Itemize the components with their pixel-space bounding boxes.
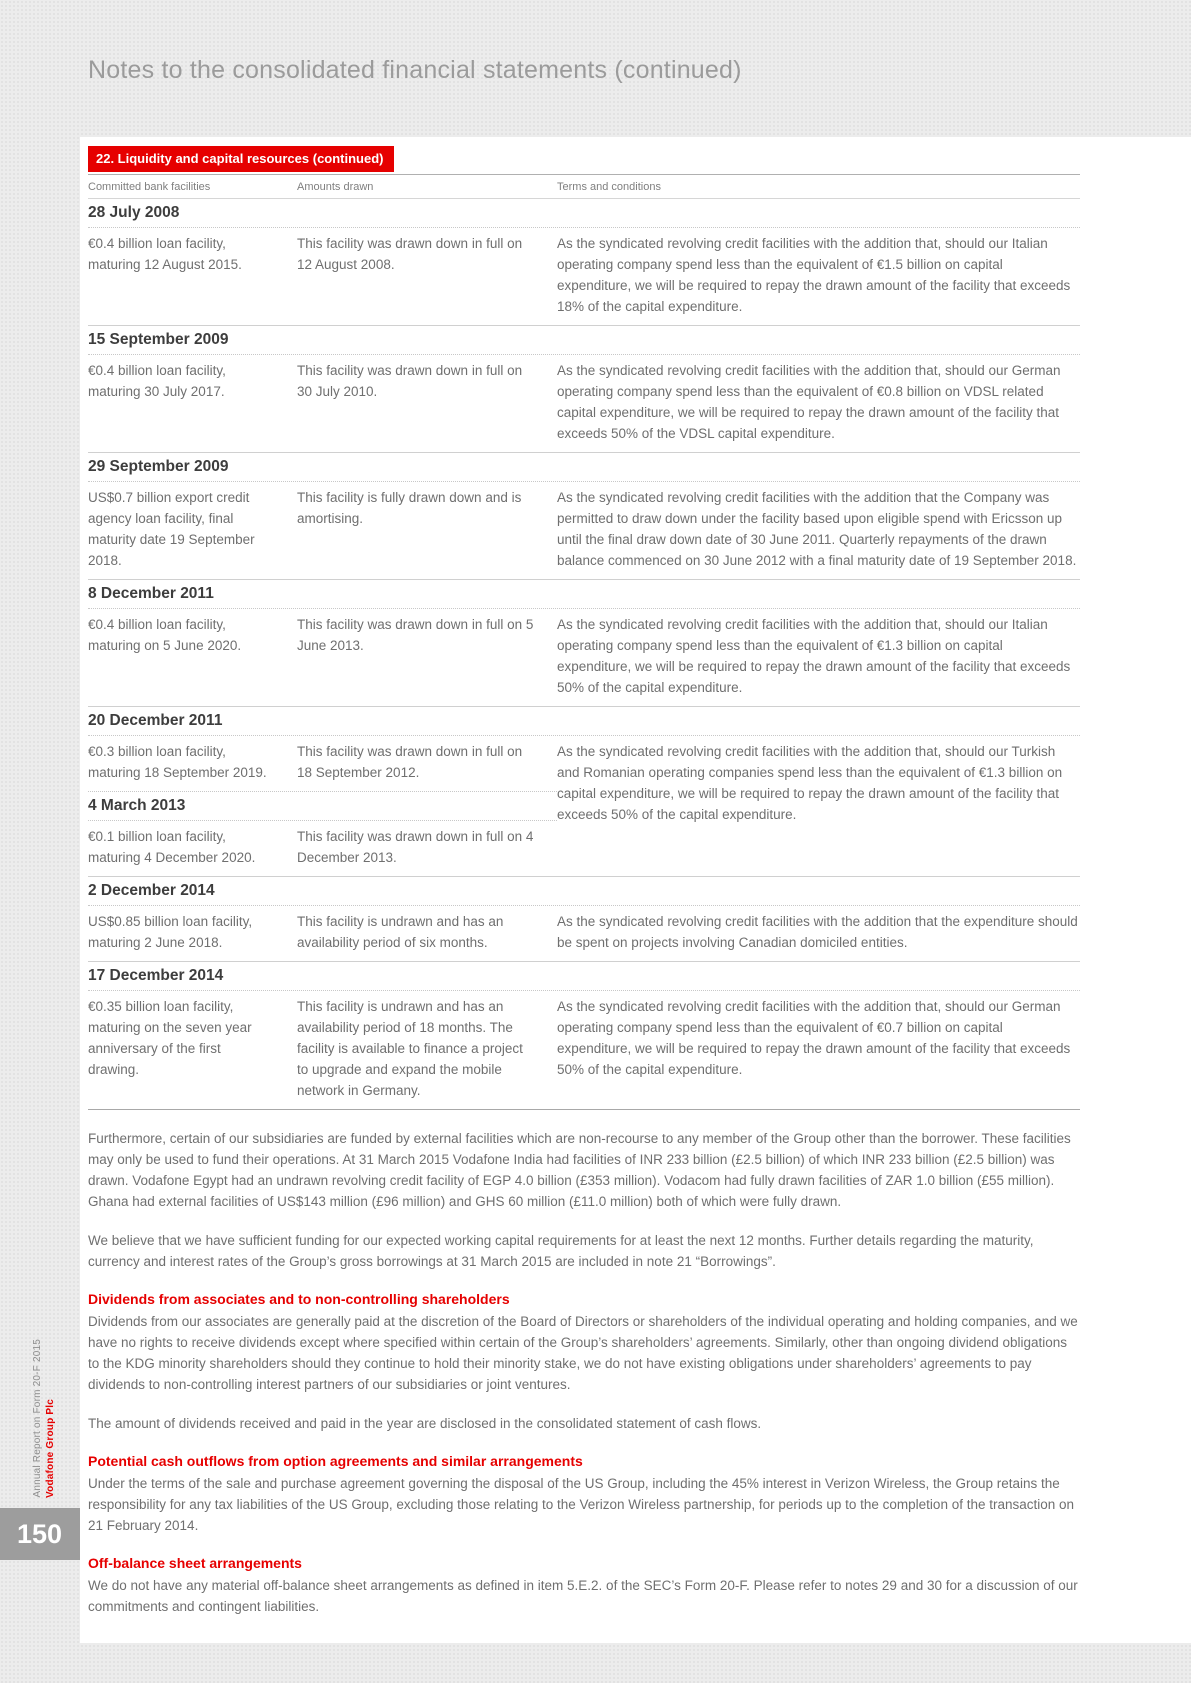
sidebar-vertical-text: [32, 1339, 56, 1498]
cell-facility: €0.4 billion loan facility, maturing 30 July 2017.: [88, 363, 226, 399]
table-group-15-september-2009: [88, 326, 1080, 453]
table-row: [88, 821, 557, 876]
group-date: 15 September 2009: [88, 326, 1080, 355]
cell-facility: €0.3 billion loan facility, maturing 18 September 2019.: [88, 744, 267, 780]
table-row: [88, 609, 1080, 706]
table-row: [88, 906, 1080, 961]
cell-facility: €0.4 billion loan facility, maturing 12 August 2015.: [88, 236, 242, 272]
cell-terms: As the syndicated revolving credit facilities with the addition that, should our German operating company spend less than the equivalent of €0.8 billion on VDSL related capital expenditure, we will be required to repay the drawn amount of the facility that exceeds 50% of the VDSL capital expenditure.: [557, 363, 1061, 441]
table-group-28-july-2008: [88, 199, 1080, 326]
cell-drawn: This facility was drawn down in full on 12 August 2008.: [297, 236, 523, 272]
table-row: [88, 736, 557, 791]
paragraph-dividends: Dividends from our associates are generally paid at the discretion of the Board of Directors or shareholders of the individual operating and holding companies, and we have no rights to receive dividends except where specified within certain of the Group’s shareholders’ agreements. Similarly, other than ongoing dividend obligations to the KDG minority shareholders should they continue to hold their minority stake, we do not have existing obligations under shareholders’ agreements to pay dividends to non-controlling interest partners of our subsidiaries or joint ventures.: [88, 1314, 1078, 1392]
page-number: 150: [17, 1518, 63, 1549]
group-date: 17 December 2014: [88, 962, 1080, 991]
cell-drawn: This facility was drawn down in full on 5 June 2013.: [297, 617, 534, 653]
section-badge: 22. Liquidity and capital resources (continued): [88, 146, 394, 172]
cell-drawn: This facility is fully drawn down and is amortising.: [297, 490, 522, 526]
cell-drawn: This facility was drawn down in full on 4 December 2013.: [297, 829, 534, 865]
group-date: 29 September 2009: [88, 453, 1080, 482]
heading-potential-cash-outflows: Potential cash outflows from option agreements and similar arrangements: [88, 1453, 583, 1469]
cell-facility: €0.4 billion loan facility, maturing on 5 June 2020.: [88, 617, 242, 653]
content-panel: [80, 137, 1191, 1643]
title-band: [0, 0, 1191, 137]
cell-terms: As the syndicated revolving credit facilities with the addition that, should our German operating company spend less than the equivalent of €0.7 billion on capital expenditure, we will be required to repay the drawn amount of the facility that exceeds 50% of the capital expenditure.: [557, 999, 1071, 1077]
group-date: 4 March 2013: [88, 791, 557, 821]
table-row: [88, 482, 1080, 579]
group-date: 28 July 2008: [88, 199, 1080, 228]
cell-facility: US$0.7 billion export credit agency loan facility, final maturity date 19 September 2018.: [88, 490, 255, 568]
cell-drawn: This facility is undrawn and has an availability period of six months.: [297, 914, 504, 950]
cell-terms-shared: As the syndicated revolving credit facilities with the addition that, should our Turkish and Romanian operating companies spend less than the equivalent of €1.3 billion on capital expenditure, we will be required to repay the drawn amount of the facility that exceeds 50% of the capital expenditure.: [557, 744, 1063, 822]
paragraph-off-balance-sheet: We do not have any material off-balance sheet arrangements as defined in item 5.E.2. of the SEC’s Form 20-F. Please refer to notes 29 and 30 for a discussion of our commitments and contingent liabilities.: [88, 1578, 1078, 1614]
table-header-row: [88, 174, 1080, 199]
paragraph-dividends-cashflows: The amount of dividends received and paid in the year are disclosed in the consolidated statement of cash flows.: [88, 1416, 762, 1431]
cell-drawn: This facility was drawn down in full on 30 July 2010.: [297, 363, 523, 399]
combined-left-cells: [88, 736, 557, 876]
table-group-2-december-2014: [88, 877, 1080, 962]
heading-dividends: Dividends from associates and to non-controlling shareholders: [88, 1291, 510, 1307]
table-group-8-december-2011: [88, 580, 1080, 707]
combined-row: [88, 736, 1080, 876]
col-header-amounts-drawn: Amounts drawn: [297, 181, 374, 193]
group-date: 2 December 2014: [88, 877, 1080, 906]
table-row: [88, 228, 1080, 325]
cell-facility: €0.35 billion loan facility, maturing on the seven year anniversary of the first drawing.: [88, 999, 252, 1077]
facilities-table: [88, 174, 1080, 1110]
col-header-terms-conditions: Terms and conditions: [557, 181, 661, 193]
sidebar-report-title: Annual Report on Form 20-F 2015: [32, 1339, 43, 1498]
heading-off-balance-sheet: Off-balance sheet arrangements: [88, 1555, 302, 1571]
cell-terms: As the syndicated revolving credit facilities with the addition that, should our Italian operating company spend less than the equivalent of €1.5 billion on capital expenditure, we will be required to repay the drawn amount of the facility that exceeds 18% of the capital expenditure.: [557, 236, 1071, 314]
table-row: [88, 991, 1080, 1109]
body-copy: [88, 1128, 1080, 1617]
cell-facility: €0.1 billion loan facility, maturing 4 December 2020.: [88, 829, 256, 865]
cell-terms: As the syndicated revolving credit facilities with the addition that, should our Italian operating company spend less than the equivalent of €1.3 billion on capital expenditure, we will be required to repay the drawn amount of the facility that exceeds 50% of the capital expenditure.: [557, 617, 1071, 695]
paragraph-external-facilities: Furthermore, certain of our subsidiaries are funded by external facilities which are non-recourse to any member of the Group other than the borrower. These facilities may only be used to fund their operations. At 31 March 2015 Vodafone India had facilities of INR 233 billion (£2.5 billion) of which INR 233 billion (£2.5 billion) was drawn. Vodafone Egypt had an undrawn revolving credit facility of EGP 4.0 billion (£353 million). Vodacom had fully drawn facilities of ZAR 1.0 billion (£55 million). Ghana had external facilities of US$143 million (£96 million) and GHS 60 million (£11.0 million) both of which were fully drawn.: [88, 1131, 1071, 1209]
table-group-combined-dec2011-mar2013: [88, 707, 1080, 877]
cell-facility: US$0.85 billion loan facility, maturing 2 June 2018.: [88, 914, 253, 950]
paragraph-sufficient-funding: We believe that we have sufficient funding for our expected working capital requirements for at least the next 12 months. Further details regarding the maturity, currency and interest rates of the Group’s gross borrowings at 31 March 2015 are included in note 21 “Borrowings”.: [88, 1233, 1034, 1269]
page-number-box: [0, 1508, 80, 1560]
cell-drawn: This facility was drawn down in full on 18 September 2012.: [297, 744, 523, 780]
group-date: 8 December 2011: [88, 580, 1080, 609]
sidebar-brand: Vodafone Group Plc: [45, 1399, 56, 1498]
table-group-17-december-2014: [88, 962, 1080, 1110]
cell-terms: As the syndicated revolving credit facilities with the addition that the expenditure should be spent on projects involving Canadian domiciled entities.: [557, 914, 1078, 950]
cell-drawn: This facility is undrawn and has an availability period of 18 months. The facility is available to finance a project to upgrade and expand the mobile network in Germany.: [297, 999, 523, 1098]
paragraph-potential-cash-outflows: Under the terms of the sale and purchase agreement governing the disposal of the US Group, including the 45% interest in Verizon Wireless, the Group retains the responsibility for any tax liabilities of the US Group, excluding those relating to the Verizon Wireless partnership, for periods up to the completion of the transaction on 21 February 2014.: [88, 1476, 1075, 1533]
table-group-29-september-2009: [88, 453, 1080, 580]
col-header-committed-facilities: Committed bank facilities: [88, 181, 211, 193]
table-row: [88, 355, 1080, 452]
group-date: 20 December 2011: [88, 707, 1080, 736]
page-title: Notes to the consolidated financial statements (continued): [88, 56, 742, 84]
cell-terms: As the syndicated revolving credit facilities with the addition that the Company was permitted to draw down under the facility based upon eligible spend with Ericsson up until the final draw down date of 30 June 2011. Quarterly repayments of the drawn balance commenced on 30 June 2012 with a final maturity date of 19 September 2018.: [557, 490, 1077, 568]
